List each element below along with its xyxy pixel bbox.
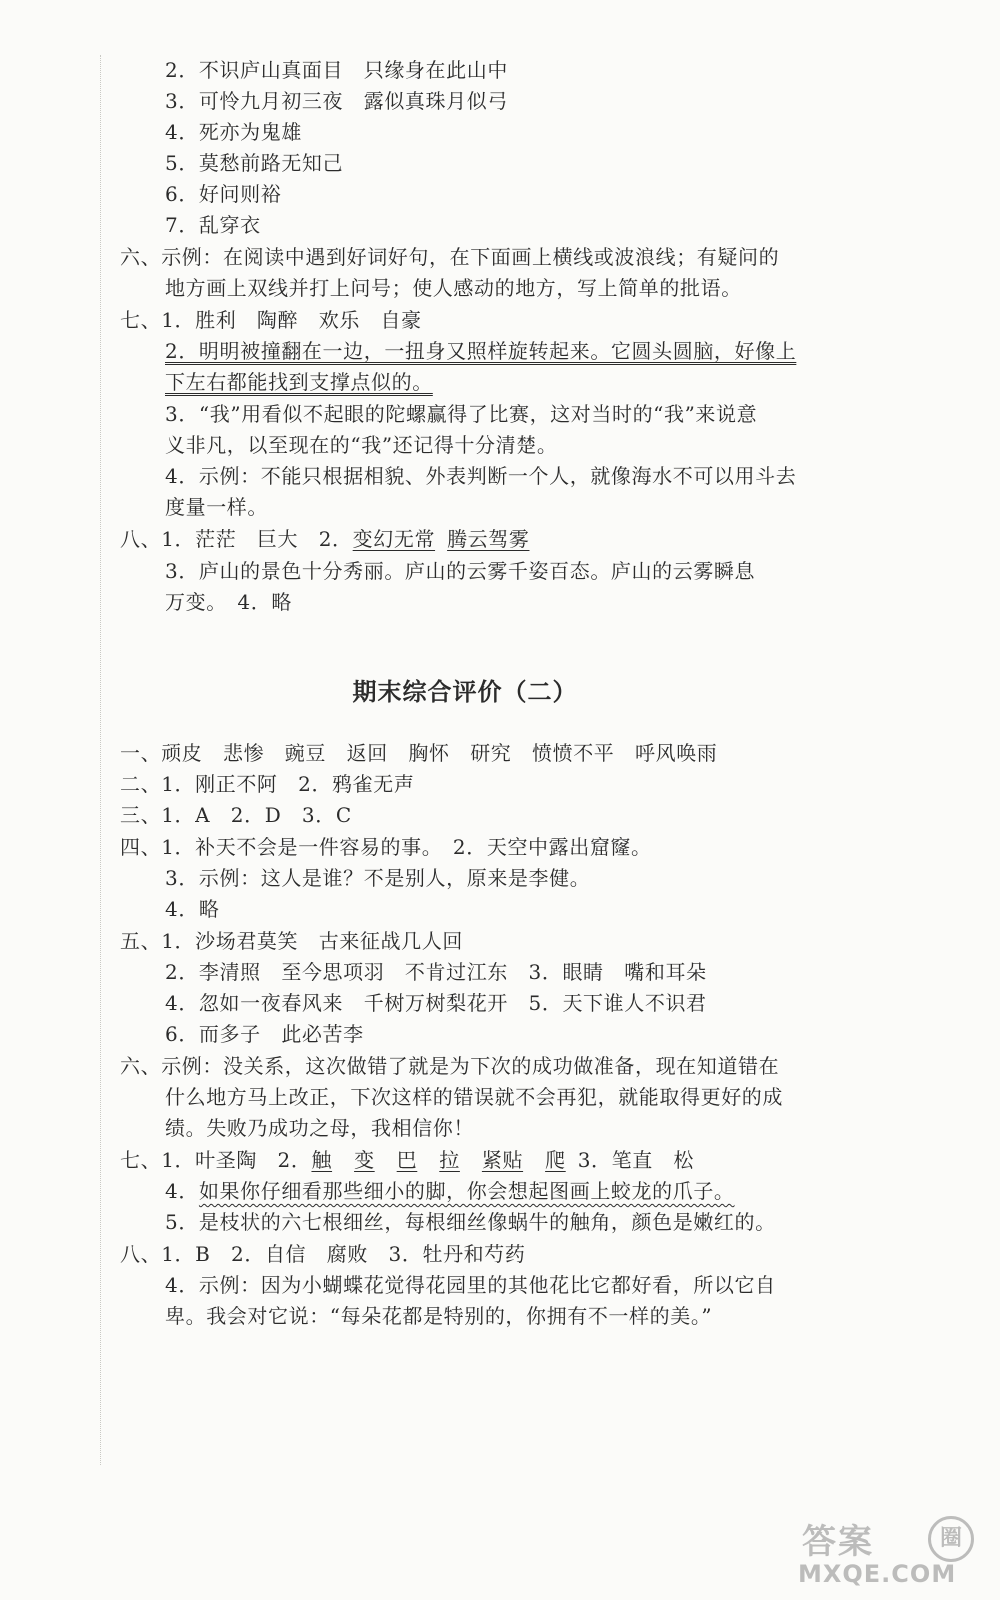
answer-text: 七、1．叶圣陶 2． xyxy=(120,1148,312,1172)
underlined-word: 紧贴 xyxy=(481,1148,524,1172)
answer-line: 地方画上双线并打上问号；使人感动的地方，写上简单的批语。 xyxy=(165,276,742,300)
answer-line: 六、示例：没关系，这次做错了就是为下次的成功做准备，现在知道错在 xyxy=(120,1054,780,1078)
answer-line: 六、示例：在阅读中遇到好词好句，在下面画上横线或波浪线；有疑问的 xyxy=(120,245,780,269)
answer-line: 七、1．胜利 陶醉 欢乐 自豪 xyxy=(120,308,422,332)
answer-line: 4．死亦为鬼雄 xyxy=(165,120,302,144)
answer-line: 2．不识庐山真面目 只缘身在此山中 xyxy=(165,58,508,82)
answer-line: 3．庐山的景色十分秀丽。庐山的云雾千姿百态。庐山的云雾瞬息 xyxy=(165,559,756,583)
answer-line: 4．略 xyxy=(165,897,220,921)
watermark-domain: MXQE.COM xyxy=(798,1560,957,1588)
answer-line: 6．好问则裕 xyxy=(165,182,282,206)
section-title: 期末综合评价（二） xyxy=(352,678,578,706)
answer-line: 二、1．刚正不阿 2．鸦雀无声 xyxy=(120,772,415,796)
double-underlined-sentence: 2．明明被撞翻在一边，一扭身又照样旋转起来。它圆头圆脑，好像上 xyxy=(165,339,797,363)
answer-line: 5．莫愁前路无知己 xyxy=(165,151,344,175)
underlined-word: 变 xyxy=(354,1148,375,1172)
answer-line xyxy=(120,1146,694,1174)
answer-line: 万变。 4．略 xyxy=(165,590,292,614)
watermark-text: 答案 xyxy=(802,1522,874,1562)
answer-text: 八、1．茫茫 巨大 2． xyxy=(120,527,353,551)
answer-line: 4．示例：因为小蝴蝶花觉得花园里的其他花比它都好看，所以它自 xyxy=(165,1273,776,1297)
answer-line xyxy=(165,1177,735,1205)
answer-line: 绩。失败乃成功之母，我相信你！ xyxy=(165,1116,474,1140)
answer-line: 四、1．补天不会是一件容易的事。 2．天空中露出窟窿。 xyxy=(120,835,652,859)
answer-line: 3．示例：这人是谁？不是别人，原来是李健。 xyxy=(165,866,591,890)
underlined-word: 拉 xyxy=(439,1148,460,1172)
answer-line: 度量一样。 xyxy=(165,495,268,519)
underlined-word: 巴 xyxy=(396,1148,418,1172)
answer-line: 4．忽如一夜春风来 千树万树梨花开 5．天下谁人不识君 xyxy=(165,991,707,1015)
answer-line: 一、顽皮 悲惨 豌豆 返回 胸怀 研究 愤愤不平 呼风唤雨 xyxy=(120,741,718,765)
answer-line: 卑。我会对它说：“每朵花都是特别的，你拥有不一样的美。” xyxy=(165,1304,713,1328)
watermark-badge-icon: 圈 xyxy=(928,1516,974,1562)
answer-line xyxy=(120,525,529,553)
underlined-word: 触 xyxy=(311,1148,333,1172)
answer-text: 3．笔直 松 xyxy=(577,1148,695,1172)
answer-line: 八、1．B 2．自信 腐败 3．牡丹和芍药 xyxy=(120,1242,526,1266)
answer-line: 5．是枝状的六七根细丝，每根细丝像蜗牛的触角，颜色是嫩红的。 xyxy=(165,1210,776,1234)
answer-line: 2．李清照 至今思项羽 不肯过江东 3．眼睛 嘴和耳朵 xyxy=(165,960,707,984)
double-underlined-sentence: 下左右都能找到支撑点似的。 xyxy=(165,370,433,394)
answer-line: 7．乱穿衣 xyxy=(165,213,261,237)
answer-line: 6．而多子 此必苦李 xyxy=(165,1022,364,1046)
answer-line xyxy=(165,368,433,396)
underlined-word: 腾云驾雾 xyxy=(447,527,530,551)
answer-line: 3．“我”用看似不起眼的陀螺赢得了比赛，这对当时的“我”来说意 xyxy=(165,402,758,426)
underlined-word: 爬 xyxy=(545,1148,566,1172)
underlined-word: 变幻无常 xyxy=(352,527,436,551)
answer-line: 义非凡，以至现在的“我”还记得十分清楚。 xyxy=(165,433,558,457)
answer-line xyxy=(165,337,796,365)
wavy-underlined-sentence: 如果你仔细看那些细小的脚，你会想起图画上蛟龙的爪子。 xyxy=(198,1179,735,1203)
answer-line: 4．示例：不能只根据相貌、外表判断一个人，就像海水不可以用斗去 xyxy=(165,464,797,488)
answer-line: 什么地方马上改正，下次这样的错误就不会再犯，就能取得更好的成 xyxy=(165,1085,783,1109)
answer-text: 4． xyxy=(165,1179,199,1203)
answer-line: 三、1．A 2．D 3．C xyxy=(120,803,352,827)
answer-line: 3．可怜九月初三夜 露似真珠月似弓 xyxy=(165,89,508,113)
site-watermark xyxy=(792,1514,982,1592)
answer-line: 五、1．沙场君莫笑 古来征战几人回 xyxy=(120,929,463,953)
